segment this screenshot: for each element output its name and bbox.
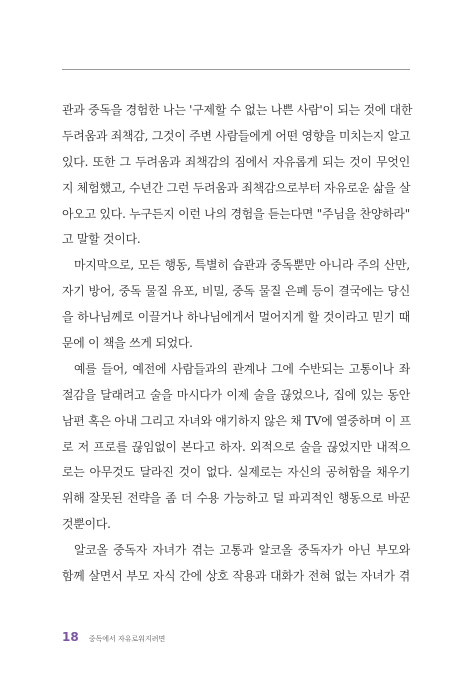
body-text — [62, 98, 413, 590]
text-line: 자기 방어, 중독 물질 유포, 비밀, 중독 물질 은폐 등이 결국에는 당신 — [62, 284, 410, 299]
text-line: 알코올 중독자 자녀가 겪는 고통과 알코올 중독자가 아닌 부모와 — [74, 543, 410, 558]
text-line: 마지막으로, 모든 행동, 특별히 습관과 중독뿐만 아니라 주의 산만, — [74, 258, 410, 273]
text-line: 문에 이 책을 쓰게 되었다. — [62, 336, 193, 351]
book-title: 중독에서 자유로워지려면 — [88, 635, 166, 643]
text-line: 위해 잘못된 전략을 좀 더 수용 가능하고 덜 파괴적인 행동으로 바꾼 — [62, 491, 410, 506]
text-line: 절감을 달래려고 술을 마시다가 이제 술을 끊었으나, 집에 있는 동안 — [62, 387, 410, 402]
text-line: 있다. 또한 그 두려움과 죄책감의 짐에서 자유롭게 되는 것이 무엇인 — [62, 154, 410, 169]
text-line: 지 체험했고, 수년간 그런 두려움과 죄책감으로부터 자유로운 삶을 살 — [62, 180, 411, 195]
text-line: 관과 중독을 경험한 나는 '구제할 수 없는 나쁜 사람'이 되는 것에 대한 — [62, 103, 413, 117]
text-line: 로 저 프로를 끊임없이 본다고 하자. 외적으로 술을 끊었지만 내적으 — [62, 439, 410, 454]
text-line: 로는 아무것도 달라진 것이 없다. 실제로는 자신의 공허함을 채우기 — [62, 465, 410, 480]
text-line: 을 하나님께로 이끌거나 하나님에게서 멀어지게 할 것이라고 믿기 때 — [62, 310, 410, 325]
text-line: 아오고 있다. 누구든지 이런 나의 경험을 듣는다면 "주님을 찬양하라" — [62, 206, 410, 221]
text-line: 것뿐이다. — [62, 517, 111, 532]
text-line: 두려움과 죄책감, 그것이 주변 사람들에게 어떤 영향을 미치는지 알고 — [62, 128, 411, 143]
text-line: 남편 혹은 아내 그리고 자녀와 얘기하지 않은 채 TV에 열중하며 이 프 — [62, 413, 411, 428]
header-rule — [62, 69, 410, 70]
page-number: 18 — [62, 630, 79, 644]
text-line: 함께 살면서 부모 자식 간에 상호 작용과 대화가 전혀 없는 자녀가 겪 — [62, 569, 410, 584]
text-line: 고 말할 것이다. — [62, 232, 141, 247]
page-footer — [62, 630, 165, 646]
text-line: 예를 들어, 예전에 사람들과의 관계나 그에 수반되는 고통이나 좌 — [74, 361, 410, 376]
